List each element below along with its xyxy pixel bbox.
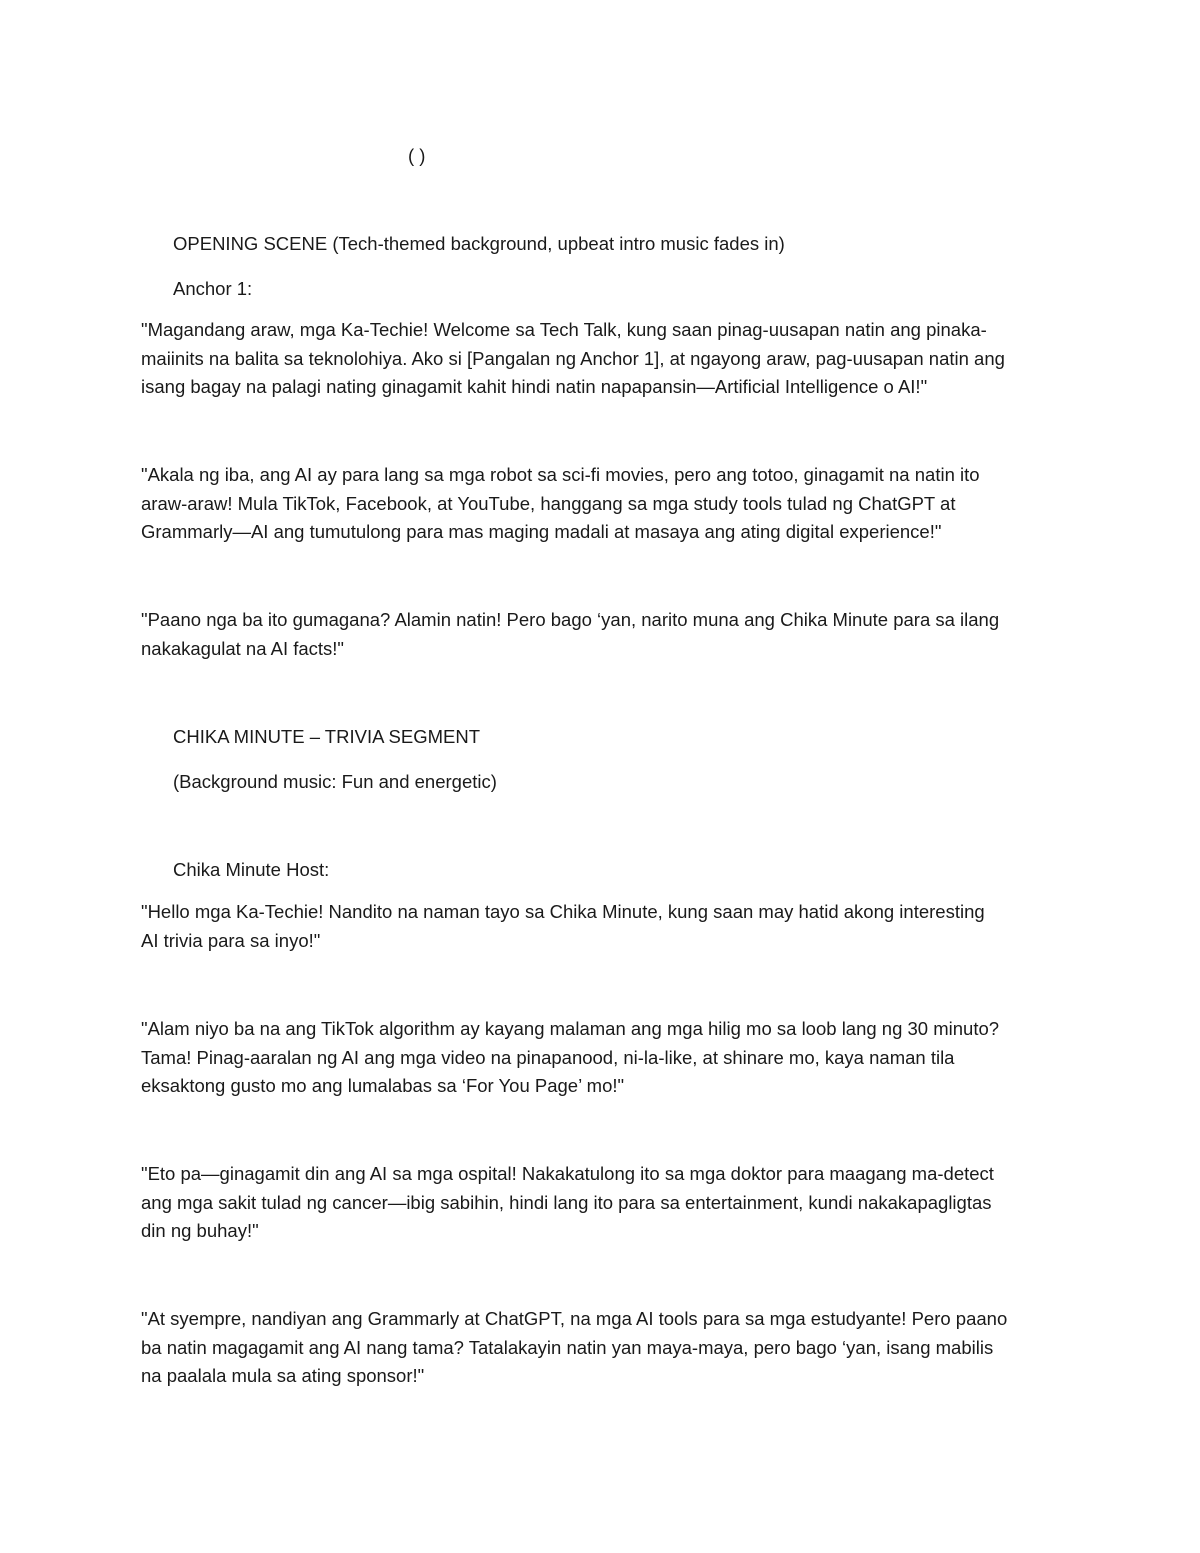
- text-line: ba natin magagamit ang AI nang tama? Tatalakayin natin yan maya-maya, pero bago ‘yan, isang mabilis: [141, 1336, 994, 1358]
- anchor1-label: Anchor 1:: [173, 278, 253, 299]
- text-line: Grammarly—AI ang tumutulong para mas maging madali at masaya ang ating digital experience!": [141, 521, 942, 542]
- paragraph-anchor-intro: [141, 316, 1071, 402]
- text-line: ang mga sakit tulad ng cancer—ibig sabihin, hindi lang ito para sa entertainment, kundi nakakapagligtas: [141, 1191, 992, 1213]
- text-line: "Akala ng iba, ang AI ay para lang sa mga robot sa sci-fi movies, pero ang totoo, ginagamit na natin ito: [141, 464, 980, 485]
- text-line: na paalala mula sa ating sponsor!": [141, 1365, 425, 1386]
- text-line: "Hello mga Ka-Techie! Nandito na naman tayo sa Chika Minute, kung saan may hatid akong interesting: [141, 901, 985, 922]
- text-line: araw-araw! Mula TikTok, Facebook, at YouTube, hanggang sa mga study tools tulad ng ChatGPT at: [141, 492, 956, 514]
- chika-music-note: (Background music: Fun and energetic): [173, 771, 497, 792]
- text-line: "Alam niyo ba na ang TikTok algorithm ay kayang malaman ang mga hilig mo sa loob lang ng 30 minuto?: [141, 1018, 1000, 1039]
- text-line: "Paano nga ba ito gumagana? Alamin natin! Pero bago ‘yan, narito muna ang Chika Minute para sa ilang: [141, 609, 1000, 630]
- text-line: isang bagay na palagi nating ginagamit kahit hindi natin napapansin—Artificial Intelligence o AI!": [141, 376, 928, 397]
- opening-scene-heading: OPENING SCENE (Tech-themed background, upbeat intro music fades in): [173, 233, 785, 254]
- text-line: din ng buhay!": [141, 1220, 259, 1241]
- text-line: "At syempre, nandiyan ang Grammarly at ChatGPT, na mga AI tools para sa mga estudyante! Pero paano: [141, 1308, 1008, 1329]
- paragraph-hospital-trivia: [141, 1160, 1071, 1246]
- paragraph-ai-everyday: [141, 461, 1071, 547]
- text-line: nakakagulat na AI facts!": [141, 637, 345, 659]
- text-line: "Eto pa—ginagamit din ang AI sa mga ospital! Nakakatulong ito sa mga doktor para maagang ma-detect: [141, 1163, 994, 1184]
- paragraph-transition: [141, 606, 1071, 663]
- text-line: Tama! Pinag-aaralan ng AI ang mga video na pinapanood, ni-la-like, at shinare mo, kaya naman tila: [141, 1046, 955, 1068]
- text-line: maiinits na balita sa teknolohiya. Ako si [Pangalan ng Anchor 1], at ngayong araw, pag-uusapan natin ang: [141, 347, 1005, 369]
- chika-host-label: Chika Minute Host:: [173, 859, 330, 880]
- text-line: "Magandang araw, mga Ka-Techie! Welcome sa Tech Talk, kung saan pinag-uusapan natin ang pinaka-: [141, 319, 987, 340]
- chika-minute-heading: CHIKA MINUTE – TRIVIA SEGMENT: [173, 726, 481, 747]
- text-line: AI trivia para sa inyo!": [141, 929, 321, 951]
- paragraph-host-greeting: [141, 898, 1071, 955]
- header-mark: ( ): [408, 145, 426, 166]
- text-line: eksaktong gusto mo ang lumalabas sa ‘For You Page’ mo!": [141, 1075, 625, 1096]
- paragraph-student-tools: [141, 1305, 1071, 1391]
- paragraph-tiktok-trivia: [141, 1015, 1071, 1101]
